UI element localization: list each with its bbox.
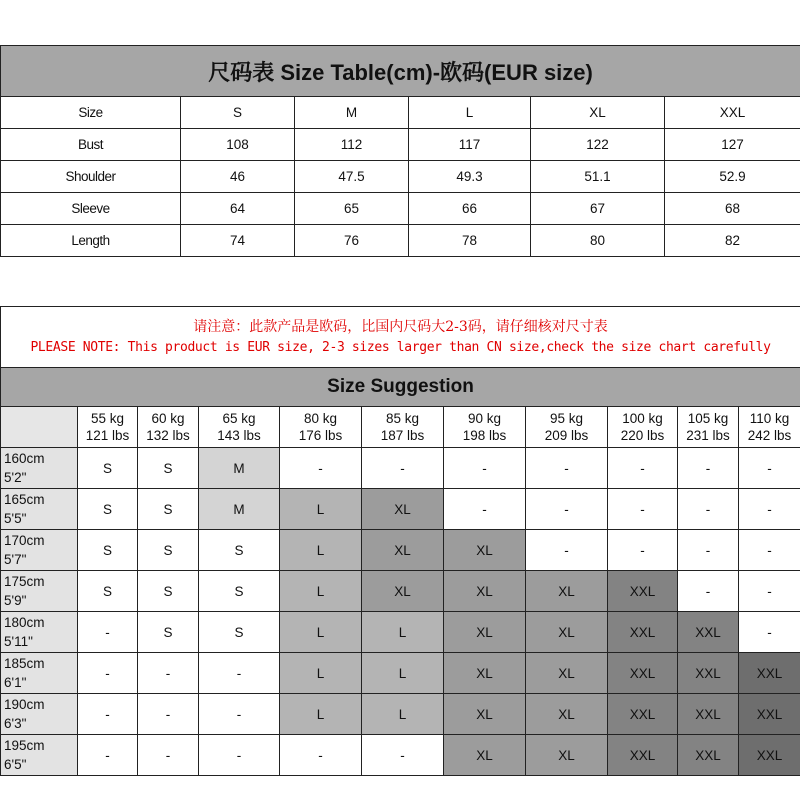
size-table-row-label: Sleeve [1, 193, 181, 225]
size-suggestion-cell: - [280, 735, 362, 776]
size-suggestion-cell: XXL [608, 653, 678, 694]
size-suggestion-cell: - [526, 489, 608, 530]
size-suggestion-cell: XXL [678, 735, 739, 776]
weight-lbs: 220 lbs [620, 428, 665, 443]
size-table-cell: 74 [181, 225, 295, 257]
weight-kg: 100 kg [622, 411, 663, 426]
height-cm: 170cm [4, 533, 45, 548]
size-suggestion-cell: - [444, 489, 526, 530]
suggestion-row [1, 694, 800, 735]
size-suggestion-cell: XXL [608, 694, 678, 735]
height-ft: 6'1" [4, 675, 27, 690]
height-ft: 5'5" [4, 511, 27, 526]
size-suggestion-cell: S [78, 489, 138, 530]
size-suggestion-cell: - [280, 448, 362, 489]
size-table-cell: 127 [665, 129, 800, 161]
size-suggestion-cell: XXL [739, 653, 800, 694]
size-suggestion-cell: - [739, 571, 800, 612]
size-suggestion-cell: L [362, 612, 444, 653]
size-suggestion-cell: - [362, 735, 444, 776]
weight-header-cell [739, 407, 800, 448]
size-table-cell: 80 [531, 225, 665, 257]
size-table-cell: 52.9 [665, 161, 800, 193]
height-cell [1, 735, 78, 776]
size-suggestion-cell: - [678, 530, 739, 571]
size-table-cell: 122 [531, 129, 665, 161]
weight-lbs: 121 lbs [85, 428, 130, 443]
size-suggestion-cell: S [78, 571, 138, 612]
note-cell [1, 307, 800, 368]
height-cell [1, 448, 78, 489]
suggestion-title-row [1, 368, 800, 407]
size-table-cell: 66 [409, 193, 531, 225]
size-table-cell: 65 [295, 193, 409, 225]
size-suggestion-cell: L [362, 653, 444, 694]
size-suggestion-cell: - [444, 448, 526, 489]
size-suggestion-cell: S [199, 612, 280, 653]
weight-header-row [1, 407, 800, 448]
weight-lbs: 231 lbs [686, 428, 730, 443]
size-suggestion-cell: L [280, 612, 362, 653]
weight-lbs: 132 lbs [146, 428, 190, 443]
size-table-title-row [1, 46, 800, 97]
size-table-cell: S [181, 97, 295, 129]
height-cm: 190cm [4, 697, 45, 712]
size-suggestion-cell: - [78, 735, 138, 776]
size-suggestion-cell: - [199, 653, 280, 694]
size-suggestion-cell: XL [526, 571, 608, 612]
size-table-row-label: Size [1, 97, 181, 129]
suggestion-row [1, 530, 800, 571]
size-suggestion-cell: XL [444, 735, 526, 776]
weight-header-cell [78, 407, 138, 448]
corner-cell [1, 407, 78, 448]
size-suggestion-cell: XXL [739, 694, 800, 735]
size-suggestion-cell: - [138, 735, 199, 776]
size-table-cell: 82 [665, 225, 800, 257]
size-suggestion-cell: XXL [608, 735, 678, 776]
size-table-cell: 64 [181, 193, 295, 225]
size-suggestion-cell: XL [526, 694, 608, 735]
size-table-row [1, 225, 800, 257]
size-suggestion-cell: - [739, 530, 800, 571]
size-suggestion-cell: XL [444, 571, 526, 612]
size-suggestion-cell: XL [362, 489, 444, 530]
height-ft: 5'7" [4, 552, 27, 567]
weight-kg: 85 kg [385, 411, 420, 426]
size-suggestion-cell: S [78, 448, 138, 489]
size-suggestion-cell: - [678, 571, 739, 612]
size-suggestion-cell: - [78, 694, 138, 735]
weight-header-cell [608, 407, 678, 448]
size-suggestion-cell: L [280, 694, 362, 735]
size-suggestion-cell: - [526, 530, 608, 571]
height-cell [1, 612, 78, 653]
size-table-cell: 67 [531, 193, 665, 225]
size-table-cell: 47.5 [295, 161, 409, 193]
size-suggestion-cell: - [362, 448, 444, 489]
height-cell [1, 530, 78, 571]
size-suggestion-cell: XXL [608, 612, 678, 653]
size-table-cell: XL [531, 97, 665, 129]
size-suggestion-cell: S [138, 448, 199, 489]
size-suggestion-cell: M [199, 448, 280, 489]
size-suggestion-cell: - [526, 448, 608, 489]
suggestion-row [1, 653, 800, 694]
size-suggestion-cell: XL [444, 653, 526, 694]
weight-header-cell [526, 407, 608, 448]
weight-lbs: 176 lbs [298, 428, 343, 443]
weight-kg: 105 kg [687, 411, 729, 426]
weight-kg: 95 kg [549, 411, 584, 426]
size-suggestion-cell: - [608, 489, 678, 530]
weight-kg: 110 kg [749, 411, 790, 426]
height-cm: 195cm [4, 738, 45, 753]
height-ft: 6'5" [4, 757, 27, 772]
weight-kg: 90 kg [467, 411, 502, 426]
size-suggestion-cell: - [739, 612, 800, 653]
size-suggestion-cell: XXL [678, 694, 739, 735]
weight-lbs: 143 lbs [217, 428, 261, 443]
size-suggestion-cell: - [138, 653, 199, 694]
weight-lbs: 198 lbs [462, 428, 507, 443]
suggestion-row [1, 612, 800, 653]
size-suggestion-cell: L [280, 489, 362, 530]
height-cm: 165cm [4, 492, 45, 507]
weight-header-cell [199, 407, 280, 448]
weight-lbs: 209 lbs [544, 428, 589, 443]
weight-header-cell [444, 407, 526, 448]
size-suggestion-cell: S [138, 612, 199, 653]
size-table-cell: XXL [665, 97, 800, 129]
size-suggestion-cell: XL [444, 694, 526, 735]
weight-kg: 65 kg [222, 411, 256, 426]
size-table-row-label: Length [1, 225, 181, 257]
weight-header-cell [362, 407, 444, 448]
height-cell [1, 694, 78, 735]
suggestion-row [1, 448, 800, 489]
size-suggestion-cell: S [138, 571, 199, 612]
size-table-cell: 76 [295, 225, 409, 257]
size-table-cell: 108 [181, 129, 295, 161]
size-suggestion-cell: XL [526, 735, 608, 776]
weight-header-cell [138, 407, 199, 448]
size-suggestion-cell: XXL [678, 612, 739, 653]
size-suggestion-cell: - [138, 694, 199, 735]
weight-kg: 55 kg [90, 411, 125, 426]
size-suggestion-cell: - [678, 448, 739, 489]
size-suggestion-cell: XL [444, 530, 526, 571]
size-suggestion-cell: XL [526, 612, 608, 653]
size-table-row [1, 161, 800, 193]
size-suggestion-cell: M [199, 489, 280, 530]
size-suggestion-cell: - [608, 530, 678, 571]
size-table-row [1, 193, 800, 225]
height-ft: 6'3" [4, 716, 27, 731]
size-suggestion-cell: XXL [678, 653, 739, 694]
size-suggestion-cell: L [280, 653, 362, 694]
size-table-cell: 112 [295, 129, 409, 161]
size-suggestion-cell: - [78, 612, 138, 653]
note-chinese: 请注意：此款产品是欧码，比国内尺码大2-3码，请仔细核对尺寸表 [193, 319, 608, 335]
height-ft: 5'11" [4, 634, 33, 649]
size-table-row [1, 129, 800, 161]
suggestion-row [1, 735, 800, 776]
weight-lbs: 187 lbs [380, 428, 425, 443]
size-suggestion-cell: S [199, 530, 280, 571]
size-suggestion-cell: XXL [608, 571, 678, 612]
size-suggestion-cell: - [608, 448, 678, 489]
size-table-row [1, 97, 800, 129]
note-english: PLEASE NOTE: This product is EUR size, 2-3 sizes larger than CN size,check the size chart carefully [30, 340, 771, 355]
size-table-cell: 78 [409, 225, 531, 257]
height-cell [1, 571, 78, 612]
size-suggestion-cell: - [199, 694, 280, 735]
size-suggestion-cell: L [362, 694, 444, 735]
height-ft: 5'9" [4, 593, 27, 608]
size-suggestion-cell: - [739, 448, 800, 489]
size-table-title: 尺码表 Size Table(cm)-欧码(EUR size) [1, 46, 800, 97]
size-suggestion-cell: S [138, 489, 199, 530]
size-suggestion-cell: XL [526, 653, 608, 694]
size-table-cell: L [409, 97, 531, 129]
size-table-cell: 46 [181, 161, 295, 193]
size-suggestion-cell: XXL [739, 735, 800, 776]
suggestion-row [1, 489, 800, 530]
size-table-cell: 49.3 [409, 161, 531, 193]
weight-kg: 80 kg [303, 411, 338, 426]
height-ft: 5'2" [4, 470, 27, 485]
size-suggestion-cell: S [199, 571, 280, 612]
height-cm: 175cm [4, 574, 45, 589]
suggestion-title: Size Suggestion [1, 368, 800, 407]
size-suggestion-cell: L [280, 571, 362, 612]
weight-kg: 60 kg [151, 411, 185, 426]
size-suggestion-cell: - [678, 489, 739, 530]
size-table-cell: 51.1 [531, 161, 665, 193]
size-suggestion-table [0, 306, 800, 776]
size-suggestion-cell: XL [444, 612, 526, 653]
weight-header-cell [280, 407, 362, 448]
size-table [0, 45, 800, 257]
suggestion-row [1, 571, 800, 612]
height-cell [1, 653, 78, 694]
size-suggestion-cell: - [78, 653, 138, 694]
size-table-cell: M [295, 97, 409, 129]
size-suggestion-cell: L [280, 530, 362, 571]
note-row [1, 307, 800, 368]
size-suggestion-cell: XL [362, 571, 444, 612]
weight-lbs: 242 lbs [747, 428, 792, 443]
size-suggestion-cell: S [78, 530, 138, 571]
size-table-row-label: Shoulder [1, 161, 181, 193]
size-table-cell: 68 [665, 193, 800, 225]
size-suggestion-cell: S [138, 530, 199, 571]
height-cm: 180cm [4, 615, 45, 630]
height-cm: 185cm [4, 656, 45, 671]
height-cm: 160cm [4, 451, 45, 466]
size-table-cell: 117 [409, 129, 531, 161]
weight-header-cell [678, 407, 739, 448]
size-suggestion-cell: - [739, 489, 800, 530]
size-suggestion-cell: XL [362, 530, 444, 571]
size-table-row-label: Bust [1, 129, 181, 161]
size-suggestion-cell: - [199, 735, 280, 776]
height-cell [1, 489, 78, 530]
